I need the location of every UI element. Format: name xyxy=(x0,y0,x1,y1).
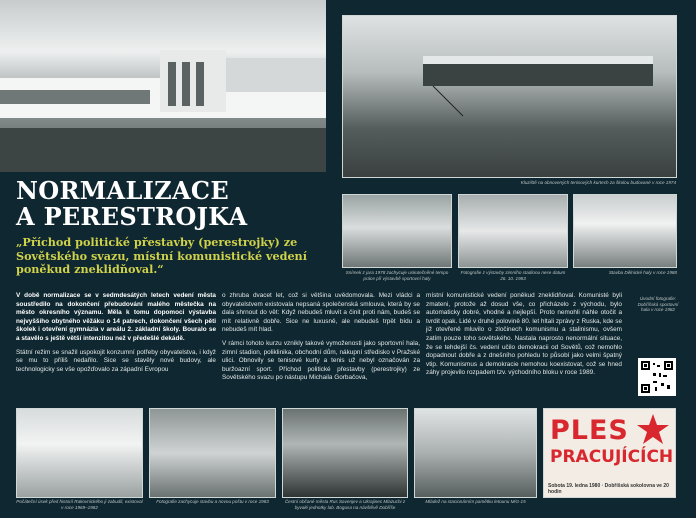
qr-code[interactable] xyxy=(638,358,676,396)
caption-post-office: Fotografie zachycuje stavbu a novou poštu v roce 1983 xyxy=(156,499,269,504)
photo-honorary-citizens xyxy=(282,408,408,498)
red-star-icon xyxy=(636,413,670,445)
caption-construction-1978: Snímek z jara 1978 zachycuje uskutečněné tempo práce při výstavbě sportovní haly xyxy=(345,270,449,281)
text-column-1 xyxy=(16,292,216,379)
text-column-3 xyxy=(426,292,622,383)
caption-mig15: Mládež na stacionárním pamětku letounu MiG-15 xyxy=(425,499,526,504)
title-line-1: NORMALIZACE xyxy=(16,176,229,205)
poster-footer: Sobota 19. ledna 1980 · Dobříšská sokolovna ve 20 hodin xyxy=(548,483,669,495)
poster-subtitle: PRACUJÍCÍCH xyxy=(550,447,674,467)
intro-paragraph: V době normalizace se v sedmdesátých letech vedení města soustředilo na dokončení přebudování malého městečka na město okresního významu. Měla k tomu dopomoci výstavba nejvyššího obytného věžáku o 14 patrech, dokončení všech pěti školek i otevření gymnázia v areálu 2. základní školy. Bouralo se a stavělo s ještě větší intenzitou než v předešlé dekádě. xyxy=(16,292,216,342)
paragraph-perestroika: V rámci tohoto kurzu vznikly takové vymoženosti jako sportovní hala, zimní stadion, poliklinika, obchodní dům, nákupní středisko v Pražské ulici. Obnovily se tenisové kurty a tenis už nebyl označován za buržoazní sport. Příchod politické přestavby (perestrojky) ze Sovětského svazu po nástupu Michaila Gorbačova, xyxy=(222,339,420,382)
paragraph-consumer: Státní režim se snažil uspokojit konzumní potřeby obyvatelstva, i když se mu to příliš nedařilo. Sice se stavěly nové budovy, ale technologicky se vše opožďovalo za západní Evropou xyxy=(16,348,216,373)
page-title xyxy=(16,178,247,230)
paragraph-communists: místní komunistické vedení poněkud zneklidňoval. Komunisté byli zmateni, protože až dosud vše, co přicházelo z východu, bylo automaticky dobré, vhodné a nejlepší. Proto nemohli náhle otočit a tvrdit opak. Lidé v druhé polovině 80. let hltali zprávy z Ruska, kde se již otevřeně mluvilo o zločinech komunismu a stalinismu, ovšem zatím pouze toho sovětského. Nastala naprosto nenormální situace, že se tehdejší čs. vedení učilo demokracii od Sovětů, což nemohlo dopadnout dobře a z dnešního pohledu to působí jako velmi špatný vtip. Komunismus a demokracie nemohou koexistovat, což se hned záhy projevilo rozpadem tzv. východního bloku v roce 1989. xyxy=(426,292,622,377)
pull-quote: „Příchod politické přestavby (perestrojky) ze Sovětského svazu, místní komunistické vedení poněkud zneklidňoval.“ xyxy=(16,235,307,276)
caption-honorary-citizens: Čestní občané města Rus Savenjev a Ukrajinec Mlazuchi z byvalé jednotky lab. Bogusa na návštěvě Dobříše xyxy=(284,499,406,510)
text-column-2 xyxy=(222,292,420,388)
photo-mig15 xyxy=(414,408,537,498)
caption-building-1969: Počáteční úsek před historií Rakovnického ji zabudil, existoval v roce 1969–1982 xyxy=(16,499,143,510)
title-line-2: A PERESTROJKA xyxy=(16,202,248,231)
photo-construction-1978 xyxy=(342,194,452,268)
poster-ples-pracujicich xyxy=(543,408,676,498)
photo-workers-hall xyxy=(573,194,677,268)
poster-title: PLES xyxy=(550,415,629,446)
photo-post-office xyxy=(149,408,276,498)
skating-rink-illustration xyxy=(343,16,677,178)
caption-skating-rink: Kluziště na obnovených tenisových kurtech za školou budované v roce 1974 xyxy=(520,180,676,185)
caption-workers-hall: Stavba Dělnické haly v roce 1988 xyxy=(608,270,677,275)
intro-photo-note: Úvodní fotografie: Dobříšská sportovní hala v roce 1982 xyxy=(637,296,679,313)
photo-sports-hall xyxy=(0,0,326,172)
photo-winter-stadium xyxy=(458,194,568,268)
photo-building-1969 xyxy=(16,408,143,498)
qr-icon xyxy=(641,361,673,393)
sports-hall-illustration xyxy=(0,0,326,172)
caption-winter-stadium: Fotografie z výstavby zimního stadionu nese datum 26. 10. 1983 xyxy=(460,270,566,281)
paragraph-contract: o zhruba dvacet let, což si většina uvědomovala. Mezi vládci a obyvatelstvem existovala nepsaná společenská smlouva, která by se dala shrnout do vět: Když nebudeš mluvit a činit proti nám, budeš se mít relativně dobře. Sice ne luxusně, ale nebudeš trpět bídu a nebudeš mít hlad. xyxy=(222,292,420,334)
photo-skating-rink xyxy=(342,15,677,178)
